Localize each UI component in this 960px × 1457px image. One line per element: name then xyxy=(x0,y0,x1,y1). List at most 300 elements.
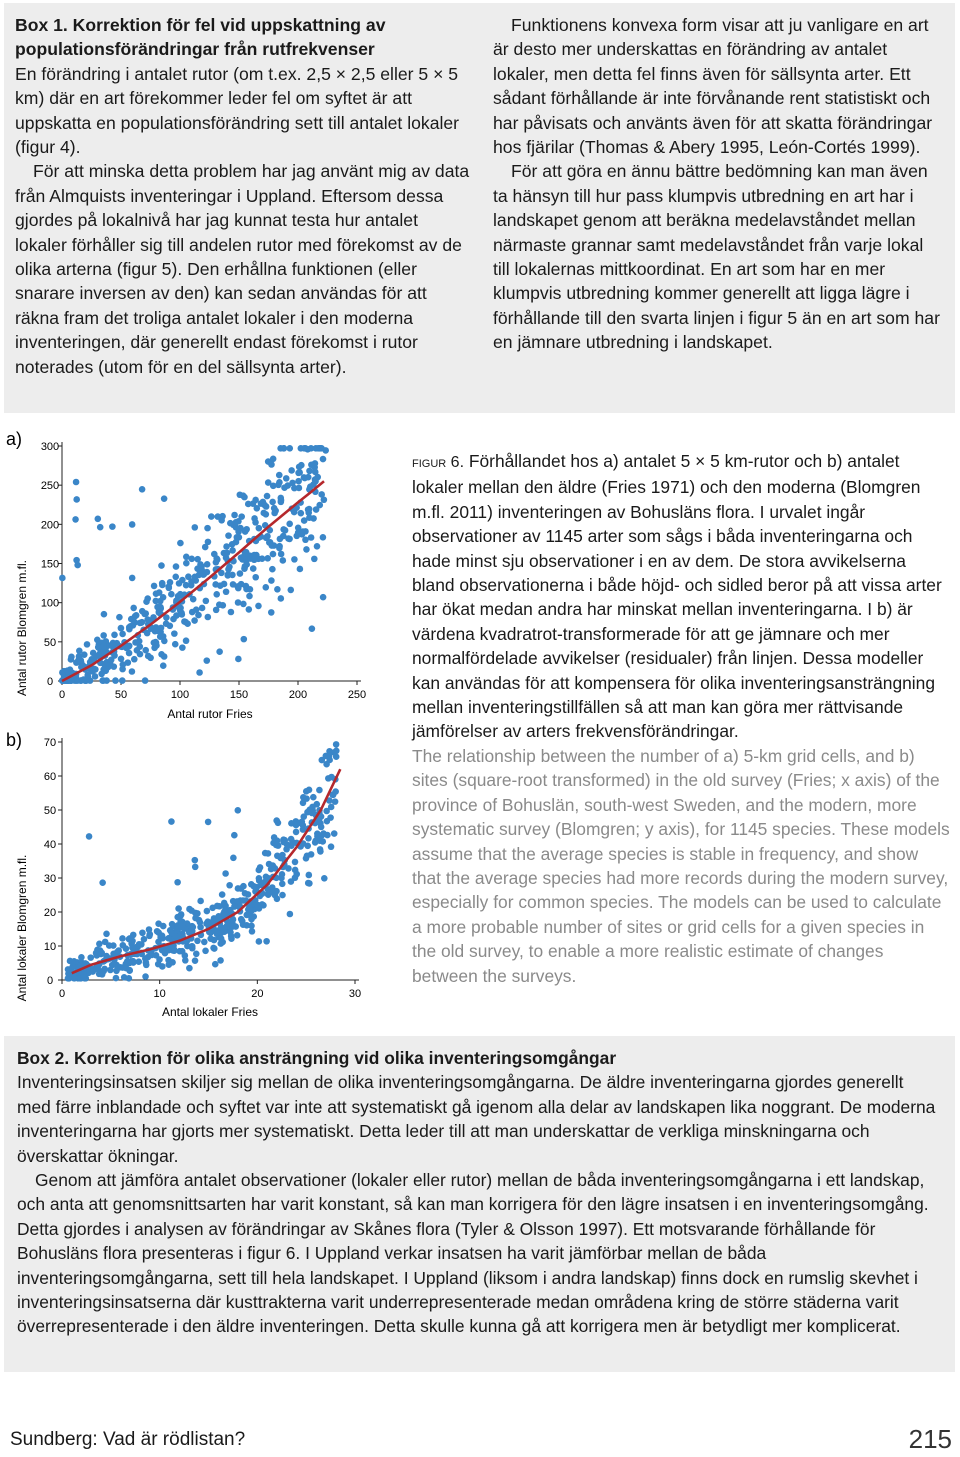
panel-b-data-point xyxy=(249,928,256,935)
panel-a-data-point xyxy=(288,467,295,474)
panel-b-data-point xyxy=(231,903,238,910)
panel-a-data-point xyxy=(92,666,99,673)
panel-a-data-point xyxy=(157,633,164,640)
panel-b-y-tick-label: 70 xyxy=(43,737,57,749)
caption-label: figur 6. xyxy=(412,454,465,471)
panel-b-data-point xyxy=(285,865,292,872)
panel-b-data-point xyxy=(196,917,203,924)
panel-b-x-tick-label: 30 xyxy=(348,988,362,1000)
panel-a-data-point xyxy=(270,483,277,490)
panel-a-data-point xyxy=(252,574,259,581)
panel-a-data-point xyxy=(226,563,233,570)
panel-a-data-point xyxy=(255,603,262,610)
panel-a-y-tick-label: 200 xyxy=(40,519,60,532)
panel-a-data-point xyxy=(269,499,276,506)
box1-paragraph-2: För att minska detta problem har jag använt mig av data från Almquists inventeringar i Uppland. Eftersom dessa gjordes på lokalnivå har jag kunnat testa hur antalet lokaler förhåller sig till andelen rutor med förekomst av de olika arterna (figur 5). Den erhållna funktionen (eller snarare inversen av den) kan sedan användas för att räkna fram det troliga antalet lokaler i den moderna inventeringen, där generellt endast förekomst i rutor noterades (utom för en del sällsynta arter). xyxy=(15,161,470,377)
panel-a-data-point xyxy=(142,610,149,617)
panel-a-data-point xyxy=(277,445,284,452)
panel-b-data-point xyxy=(129,944,136,951)
panel-b-data-point xyxy=(229,921,236,928)
panel-a-data-point xyxy=(95,644,102,651)
chart-panel-a xyxy=(6,429,366,721)
panel-a-data-point xyxy=(283,475,290,482)
panel-a-data-point xyxy=(171,630,178,637)
panel-a-data-point xyxy=(144,595,151,602)
panel-a-data-point xyxy=(256,525,263,532)
panel-b-data-point xyxy=(169,921,176,928)
panel-a-data-point xyxy=(177,540,184,547)
panel-b-data-point xyxy=(292,867,299,874)
panel-a-data-point xyxy=(196,669,203,676)
box1-paragraph-1: En förändring i antalet rutor (om t.ex. 2,5 × 2,5 eller 5 × 5 km) där en art förekommer leder fel om syftet är att uppskatta en populationsförändring sett till antalet lokaler (figur 4). xyxy=(15,63,460,158)
panel-a-data-point xyxy=(112,677,119,684)
panel-b-data-point xyxy=(333,747,340,754)
panel-a-data-point xyxy=(213,607,220,614)
panel-b-data-point xyxy=(316,787,323,794)
panel-a-data-point xyxy=(235,528,242,535)
box2-text xyxy=(17,1046,942,1339)
panel-b-data-point xyxy=(119,935,126,942)
panel-b-y-tick-label: 0 xyxy=(46,975,54,987)
panel-a-data-point xyxy=(298,510,305,517)
panel-b-data-point xyxy=(293,829,300,836)
panel-a-x-tick-label: 0 xyxy=(58,689,66,701)
panel-b-data-point xyxy=(333,741,340,748)
panel-a-data-point xyxy=(309,625,316,632)
panel-a-data-point xyxy=(269,566,276,573)
panel-b-data-point xyxy=(327,814,334,821)
panel-a-data-point xyxy=(291,509,298,516)
panel-a-data-point xyxy=(177,591,184,598)
panel-a-data-point xyxy=(269,542,276,549)
panel-b-data-point xyxy=(130,958,137,965)
panel-a-data-point xyxy=(161,495,168,502)
panel-a-data-point xyxy=(185,573,192,580)
panel-b-data-point xyxy=(248,916,255,923)
panel-b-data-point xyxy=(186,965,193,972)
panel-b-data-point xyxy=(248,922,255,929)
panel-b-data-point xyxy=(156,956,163,963)
panel-a-data-point xyxy=(172,573,179,580)
panel-a-data-point xyxy=(203,657,210,664)
running-footer: Sundberg: Vad är rödlistan? xyxy=(10,1429,246,1450)
panel-b-data-point xyxy=(174,879,181,886)
panel-b-data-point xyxy=(146,926,153,933)
panel-b-data-point xyxy=(230,855,237,862)
panel-a-data-point xyxy=(119,677,126,684)
panel-b-data-point xyxy=(126,936,133,943)
panel-a-data-point xyxy=(314,543,321,550)
panel-a-data-point xyxy=(291,556,298,563)
panel-a-data-point xyxy=(308,461,315,468)
panel-b-data-point xyxy=(142,973,149,980)
panel-a-data-point xyxy=(220,602,227,609)
panel-a-data-point xyxy=(129,575,136,582)
panel-a-data-point xyxy=(321,496,328,503)
panel-b-data-point xyxy=(263,938,270,945)
panel-b-x-tick-label: 0 xyxy=(58,988,66,1000)
panel-a-data-point xyxy=(183,560,190,567)
panel-b-data-point xyxy=(221,928,228,935)
panel-b-data-point xyxy=(87,954,94,961)
panel-a-data-point xyxy=(281,484,288,491)
panel-a-data-point xyxy=(229,572,236,579)
panel-a-data-point xyxy=(271,510,278,517)
panel-a-data-point xyxy=(297,566,304,573)
panel-a-x-tick-label: 250 xyxy=(347,689,367,701)
panel-b-data-point xyxy=(324,832,331,839)
panel-a-data-point xyxy=(68,656,75,663)
panel-b-data-point xyxy=(113,967,120,974)
panel-a-data-point xyxy=(74,562,81,569)
panel-a-x-tick-label: 100 xyxy=(170,689,190,701)
panel-a-y-tick-label: 150 xyxy=(40,558,60,571)
panel-a-data-point xyxy=(223,588,230,595)
chart-panel-b xyxy=(6,730,361,1019)
figure-caption xyxy=(412,449,952,988)
panel-a-data-point xyxy=(295,470,302,477)
box1-left-column xyxy=(15,13,470,379)
panel-a-data-point xyxy=(225,532,232,539)
panel-b-data-point xyxy=(279,881,286,888)
panel-b-y-tick-label: 40 xyxy=(43,839,57,851)
panel-b-y-tick-label: 30 xyxy=(43,873,57,885)
panel-a-data-point xyxy=(313,445,320,452)
panel-a-data-point xyxy=(119,631,126,638)
panel-a-data-point xyxy=(111,632,118,639)
panel-a-data-point xyxy=(118,655,125,662)
panel-b-data-point xyxy=(266,861,273,868)
panel-b-data-point xyxy=(201,939,208,946)
panel-a-data-point xyxy=(312,469,319,476)
panel-b-data-point xyxy=(238,885,245,892)
panel-a-data-point xyxy=(307,483,314,490)
panel-a-data-point xyxy=(235,518,242,525)
panel-a-data-point xyxy=(320,594,327,601)
panel-a-data-point xyxy=(197,568,204,575)
panel-b-data-point xyxy=(69,964,76,971)
panel-a-data-point xyxy=(153,590,160,597)
panel-a-data-point xyxy=(277,536,284,543)
panel-a-data-point xyxy=(246,552,253,559)
panel-a-data-point xyxy=(199,605,206,612)
panel-b-data-point xyxy=(139,929,146,936)
panel-b-data-point xyxy=(169,959,176,966)
panel-a-x-tick-label: 50 xyxy=(114,689,128,701)
panel-b-ylabel: Antal lokaler Blomgren m.fl. xyxy=(15,854,29,1002)
panel-b-data-point xyxy=(279,892,286,899)
panel-b-data-point xyxy=(321,875,328,882)
panel-a-data-point xyxy=(76,647,83,654)
panel-a-data-point xyxy=(276,472,283,479)
panel-b-data-point xyxy=(239,917,246,924)
panel-b-data-point xyxy=(219,891,226,898)
panel-a-data-point xyxy=(205,614,212,621)
panel-a-data-point xyxy=(305,506,312,513)
panel-b-data-point xyxy=(317,820,324,827)
panel-b-data-point xyxy=(86,833,93,840)
panel-a-data-point xyxy=(110,640,117,647)
panel-a-data-point xyxy=(130,605,137,612)
panel-a-data-point xyxy=(264,555,271,562)
panel-a-data-point xyxy=(158,562,165,569)
panel-a-data-point xyxy=(221,581,228,588)
panel-a-data-point xyxy=(95,516,102,523)
panel-a-data-point xyxy=(227,520,234,527)
panel-b-data-point xyxy=(234,932,241,939)
panel-a-data-point xyxy=(303,546,310,553)
panel-b-data-point xyxy=(328,843,335,850)
panel-b-data-point xyxy=(159,932,166,939)
panel-b-data-point xyxy=(281,837,288,844)
panel-b-data-point xyxy=(100,968,107,975)
panel-b-data-point xyxy=(305,835,312,842)
panel-a-data-point xyxy=(158,625,165,632)
panel-b-data-point xyxy=(113,975,120,982)
panel-a-data-point xyxy=(73,496,80,503)
panel-b-data-point xyxy=(248,881,255,888)
panel-a-data-point xyxy=(97,524,104,531)
panel-b-data-point xyxy=(211,937,218,944)
panel-a-data-point xyxy=(103,677,110,684)
panel-b-data-point xyxy=(227,929,234,936)
panel-a-data-point xyxy=(298,462,305,469)
panel-a-data-point xyxy=(246,606,253,613)
panel-a-y-tick-label: 250 xyxy=(40,480,60,493)
box1-right-column xyxy=(493,13,943,355)
panel-a-data-point xyxy=(268,577,275,584)
panel-b-data-point xyxy=(235,807,242,814)
panel-a-data-point xyxy=(242,563,249,570)
panel-a-data-point xyxy=(246,593,253,600)
panel-a-y-tick-label: 0 xyxy=(46,676,54,688)
panel-a-data-point xyxy=(183,553,190,560)
panel-a-data-point xyxy=(237,570,244,577)
panel-b-data-point xyxy=(99,879,106,886)
panel-b-data-point xyxy=(256,938,263,945)
panel-b-data-point xyxy=(115,947,122,954)
panel-a-data-point xyxy=(183,582,190,589)
panel-b-data-point xyxy=(300,813,307,820)
panel-b-data-point xyxy=(80,971,87,978)
panel-a-data-point xyxy=(295,478,302,485)
panel-b-data-point xyxy=(228,935,235,942)
panel-b-data-point xyxy=(245,891,252,898)
panel-b-data-point xyxy=(71,975,78,982)
page-number: 215 xyxy=(908,1424,952,1454)
panel-a-data-point xyxy=(172,641,179,648)
panel-a-data-point xyxy=(139,486,146,493)
panel-b-data-point xyxy=(211,945,218,952)
panel-b-data-point xyxy=(273,888,280,895)
panel-b-data-point xyxy=(175,905,182,912)
panel-a-data-point xyxy=(109,523,116,530)
panel-a-data-point xyxy=(119,666,126,673)
panel-a-data-point xyxy=(90,650,97,657)
panel-a-data-point xyxy=(250,500,257,507)
panel-a-data-point xyxy=(136,638,143,645)
panel-a-data-point xyxy=(213,591,220,598)
panel-b-y-tick-label: 10 xyxy=(43,941,57,953)
panel-a-data-point xyxy=(253,552,260,559)
panel-b-data-point xyxy=(222,870,229,877)
panel-a-data-point xyxy=(320,534,327,541)
panel-b-data-point xyxy=(310,794,317,801)
panel-a-data-point xyxy=(228,609,235,616)
panel-b-data-point xyxy=(274,842,281,849)
panel-b-data-point xyxy=(126,967,133,974)
panel-a-xlabel: Antal rutor Fries xyxy=(167,707,253,721)
panel-b-data-point xyxy=(325,775,332,782)
panel-a-data-point xyxy=(276,479,283,486)
panel-a-x-tick-label: 200 xyxy=(288,689,308,701)
panel-b-data-point xyxy=(275,819,282,826)
panel-a-data-point xyxy=(274,586,281,593)
panel-b-data-point xyxy=(217,957,224,964)
panel-b-data-point xyxy=(222,905,229,912)
box1-title-line2: populationsförändringar från rutfrekvenser xyxy=(15,39,375,60)
panel-a-data-point xyxy=(100,632,107,639)
panel-b-data-point xyxy=(332,788,339,795)
panel-a-data-point xyxy=(216,648,223,655)
panel-a-y-tick-label: 300 xyxy=(40,441,60,453)
panel-b-data-point xyxy=(188,926,195,933)
panel-b-data-point xyxy=(204,908,211,915)
panel-b-data-point xyxy=(292,859,299,866)
panel-b-data-point xyxy=(193,951,200,958)
panel-a-data-point xyxy=(247,586,254,593)
panel-b-data-point xyxy=(306,872,313,879)
panel-a-data-point xyxy=(301,445,308,452)
panel-a-data-point xyxy=(59,575,66,582)
panel-b-data-point xyxy=(78,954,85,961)
panel-a-data-point xyxy=(252,519,259,526)
panel-a-data-point xyxy=(142,647,149,654)
panel-b-data-point xyxy=(154,928,161,935)
panel-b-data-point xyxy=(255,902,262,909)
panel-b-data-point xyxy=(106,942,113,949)
panel-a-data-point xyxy=(286,445,293,452)
panel-a-data-point xyxy=(64,667,71,674)
panel-a-data-point xyxy=(235,656,242,663)
panel-a-data-point xyxy=(173,563,180,570)
box1-paragraph-3: Funktionens konvexa form visar att ju vanligare en art är desto mer underskattas en förändring av antalet lokaler, men detta fel finns även för sällsynta arter. Ett sådant förhållande är inte förvånande rent statistiskt och har påvisats och använts även för att skatta förändringar hos fjärilar (Thomas & Abery 1995, León-Cortés 1999). xyxy=(493,15,933,158)
panel-a-data-point xyxy=(278,595,285,602)
panel-a-data-point xyxy=(287,587,294,594)
panel-b-data-point xyxy=(162,950,169,957)
panel-b-data-point xyxy=(246,905,253,912)
panel-a-data-point xyxy=(278,551,285,558)
panel-a-data-point xyxy=(116,614,123,621)
panel-a-data-point xyxy=(194,556,201,563)
panel-b-data-point xyxy=(179,948,186,955)
panel-b-data-point xyxy=(192,857,199,864)
panel-a-data-point xyxy=(157,598,164,605)
panel-b-data-point xyxy=(194,937,201,944)
panel-b-data-point xyxy=(123,945,130,952)
panel-a-data-point xyxy=(311,556,318,563)
panel-a-data-point xyxy=(230,581,237,588)
panel-a-data-point xyxy=(316,502,323,509)
panel-b-data-point xyxy=(192,864,199,871)
panel-b-data-point xyxy=(332,798,339,805)
panel-a-data-point xyxy=(160,662,167,669)
panel-b-data-point xyxy=(256,867,263,874)
panel-a-data-point xyxy=(301,475,308,482)
panel-a-data-point xyxy=(296,485,303,492)
panel-b-data-point xyxy=(265,891,272,898)
panel-b-y-tick-label: 50 xyxy=(43,805,57,817)
panel-a-y-tick-label: 100 xyxy=(40,597,60,610)
panel-a-data-point xyxy=(193,606,200,613)
panel-a-data-point xyxy=(264,493,271,500)
panel-a-data-point xyxy=(238,554,245,561)
panel-a-data-point xyxy=(142,677,149,684)
box2-paragraph-1: Inventeringsinsatsen skiljer sig mellan de olika inventeringsomgångarna. De äldre inventeringarna gjordes generellt med färre inblandade och syftet var inte att systematiskt gå igenom alla delar av landskapen lika noggrant. De moderna inventeringarna har gjorts mer systematiskt. Detta leder till att man underskattar de verkliga minskningarna och överskattar ökningar. xyxy=(17,1072,936,1166)
panel-a-data-point xyxy=(165,583,172,590)
panel-b-data-point xyxy=(265,850,272,857)
panel-a-data-point xyxy=(126,624,133,631)
panel-b-data-point xyxy=(314,830,321,837)
box1-title-line1: Box 1. Korrektion för fel vid uppskattning av xyxy=(15,15,386,35)
panel-a-data-point xyxy=(159,582,166,589)
panel-b-y-tick-label: 20 xyxy=(43,907,57,919)
panel-a-data-point xyxy=(204,525,211,532)
panel-b-x-tick-label: 10 xyxy=(153,988,166,1000)
panel-a-data-point xyxy=(192,524,199,531)
panel-b-data-point xyxy=(107,967,114,974)
panel-a-data-point xyxy=(241,636,248,643)
panel-b-data-point xyxy=(218,935,225,942)
panel-b-data-point xyxy=(328,804,335,811)
panel-a-data-point xyxy=(258,500,265,507)
panel-a-data-point xyxy=(151,645,158,652)
panel-b-data-point xyxy=(287,911,294,918)
panel-b-data-point xyxy=(256,875,263,882)
panel-b-data-point xyxy=(226,882,233,889)
panel-b-data-point xyxy=(288,836,295,843)
panel-b-data-point xyxy=(279,871,286,878)
panel-a-data-point xyxy=(74,677,81,684)
panel-a-data-point xyxy=(101,611,108,618)
panel-b-data-point xyxy=(192,910,199,917)
panel-b-data-point xyxy=(240,897,247,904)
panel-b-data-point xyxy=(303,855,310,862)
panel-a-data-point xyxy=(280,526,287,533)
panel-a-data-point xyxy=(268,609,275,616)
panel-b-data-point xyxy=(205,819,212,826)
panel-a-data-point xyxy=(84,641,91,648)
panel-a-data-point xyxy=(213,559,220,566)
panel-a-data-point xyxy=(308,534,315,541)
panel-b-data-point xyxy=(209,905,216,912)
panel-a-data-point xyxy=(312,478,319,485)
box1-paragraph-4: För att göra en ännu bättre bedömning kan man även ta hänsyn till hur pass klumpvis utbredning en art har i landskapet genom att beräkna medelavståndet mellan närmaste grannar samt medelavståndet från varje lokal till lokalernas mittkoordinat. En art som har en mer klumpvis utbredning kommer generellt att ligga lägre i förhållande till den svarta linjen i figur 5 än en art som har en jämnare utbredning i landskapet. xyxy=(493,161,940,353)
panel-a-data-point xyxy=(268,461,275,468)
panel-a-data-point xyxy=(191,617,198,624)
panel-a-data-point xyxy=(158,651,165,658)
panel-a-data-point xyxy=(320,456,327,463)
panel-a-y-tick-label: 50 xyxy=(43,636,57,649)
panel-a-data-point xyxy=(240,492,247,499)
panel-b-data-point xyxy=(322,753,329,760)
panel-b-xlabel: Antal lokaler Fries xyxy=(161,1005,259,1019)
panel-b-data-point xyxy=(303,795,310,802)
panel-a-data-point xyxy=(276,543,283,550)
panel-b-data-point xyxy=(303,788,310,795)
panel-a-data-point xyxy=(295,524,302,531)
panel-a-data-point xyxy=(129,521,136,528)
